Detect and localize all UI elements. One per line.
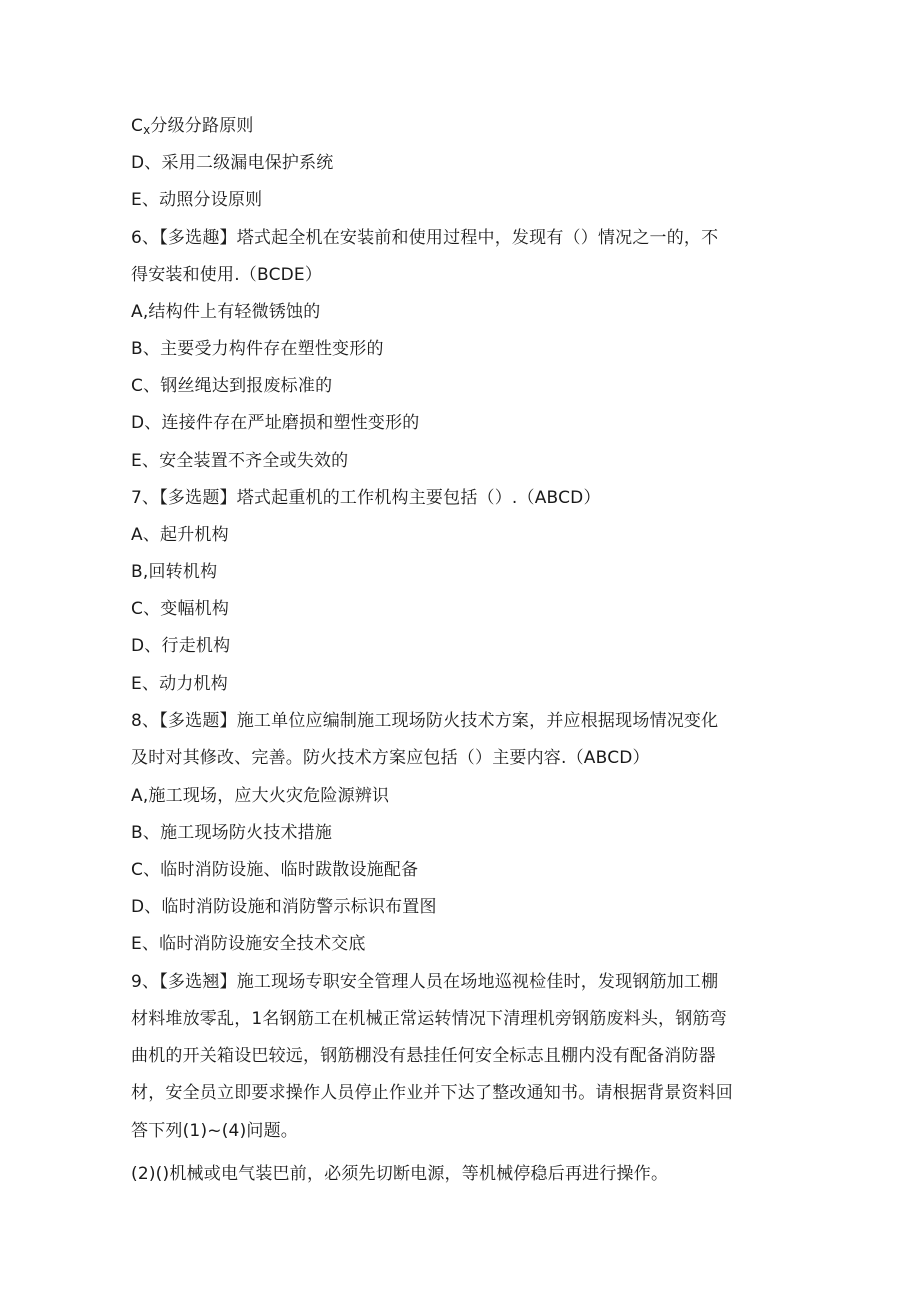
question-6-line-2: 得安装和使用.（BCDE）	[131, 265, 323, 285]
question-8-option-e: E、临时消防设施安全技术交底	[131, 934, 366, 954]
question-6-option-d: D、连接件存在严址磨损和塑性变形的	[131, 413, 420, 433]
question-9-line-3: 曲机的开关箱设巴较远，钢筋棚没有悬挂任何安全标志且棚内没有配备消防器	[131, 1046, 716, 1066]
option-c-subscript: x	[143, 123, 151, 137]
question-6-option-e: E、安全装置不齐全或失效的	[131, 451, 349, 471]
question-9-line-5: 答下列(1)~(4)问题。	[131, 1121, 299, 1141]
question-6-option-a: A,结构件上有轻微锈蚀的	[131, 302, 321, 322]
sub-question-2: (2)()机械或电气装巴前，必须先切断电源，等机械停稳后再进行操作。	[131, 1164, 669, 1184]
question-7-option-d: D、行走机构	[131, 636, 231, 656]
question-9-line-1: 9、【多选翘】施工现场专职安全管理人员在场地巡视检佳时，发现钢筋加工棚	[131, 972, 719, 992]
question-7-option-a: A、起升机构	[131, 525, 229, 545]
question-7-line-1: 7、【多选题】塔式起重机的工作机构主要包括（）.（ABCD）	[131, 488, 601, 508]
option-d-line: D、采用二级漏电保护系统	[131, 153, 334, 173]
question-9-line-2: 材料堆放零乱，1名钢筋工在机械正常运转情况下清理机旁钢筋废料头，钢筋弯	[131, 1009, 727, 1029]
question-7-option-e: E、动力机构	[131, 674, 228, 694]
question-9-line-4: 材，安全员立即要求操作人员停止作业并下达了整改通知书。请根据背景资料回	[131, 1083, 733, 1103]
question-7-option-b: B,回转机构	[131, 562, 218, 582]
option-c-letter: C	[131, 116, 144, 136]
option-e-line: E、动照分设原则	[131, 190, 263, 210]
question-6-option-b: B、主要受力构件存在塑性变形的	[131, 339, 384, 359]
question-8-option-a: A,施工现场，应大火灾危险源辨识	[131, 786, 390, 806]
question-8-line-2: 及时对其修改、完善。防火技术方案应包括（）主要内容.（ABCD）	[131, 748, 650, 768]
question-8-line-1: 8、【多选题】施工单位应编制施工现场防火技术方案，并应根据现场情况变化	[131, 711, 719, 731]
question-7-option-c: C、变幅机构	[131, 599, 230, 619]
question-6-line-1: 6、【多选趣】塔式起全机在安装前和使用过程中，发现有（）情况之一的，不	[131, 228, 719, 248]
option-c-text: 分级分路原则	[150, 116, 254, 136]
question-8-option-d: D、临时消防设施和消防警示标识布置图	[131, 897, 437, 917]
question-6-option-c: C、钢丝绳达到报废标准的	[131, 376, 333, 396]
option-c-line	[131, 115, 791, 137]
question-8-option-b: B、施工现场防火技术措施	[131, 823, 333, 843]
question-8-option-c: C、临时消防设施、临时跋散设施配备	[131, 860, 419, 880]
